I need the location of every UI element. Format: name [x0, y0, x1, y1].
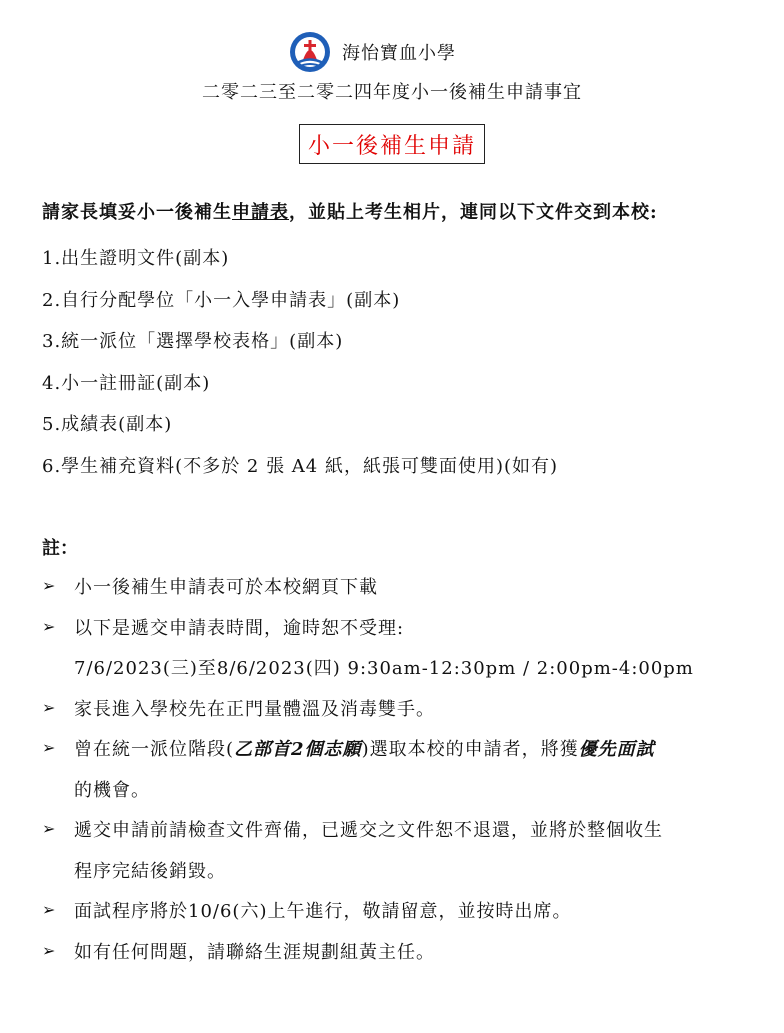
note-text: 面試程序將於10/6(六)上午進行，敬請留意，並按時出席。 [74, 901, 572, 922]
note-item [42, 617, 752, 698]
page-title: 小一後補生申請 [299, 124, 485, 164]
document-item: 1.出生證明文件(副本) [42, 248, 230, 269]
note-item [42, 698, 752, 739]
note-item [42, 819, 752, 900]
intro-text-2: ，並貼上考生相片，連同以下文件交到本校: [289, 202, 658, 223]
note-text: 以下是遞交申請表時間，逾時恕不受理: [74, 617, 405, 639]
note-text: 遞交申請前請檢查文件齊備，已遞交之文件恕不退還，並將於整個收生 [74, 820, 663, 841]
intro-underlined-form: 申請表 [232, 202, 289, 223]
note-text: 的機會。 [74, 779, 150, 801]
note-text [74, 738, 752, 779]
document-item: 4.小一註冊証(副本) [42, 372, 211, 394]
document-item: 3.統一派位「選擇學校表格」(副本) [42, 331, 344, 352]
arrow-bullet-icon: ➢ [42, 738, 57, 757]
intro-text-1: 請家長填妥小一後補生 [42, 202, 232, 223]
note-text: 如有任何問題，請聯絡生涯規劃組黃主任。 [74, 941, 435, 963]
required-documents-list [42, 244, 558, 493]
document-item: 5.成績表(副本) [42, 414, 173, 435]
school-logo-icon [288, 30, 332, 74]
document-item: 6.學生補充資料(不多於 2 張 A4 紙，紙張可雙面使用)(如有) [42, 455, 559, 477]
note-item [42, 900, 752, 941]
arrow-bullet-icon: ➢ [42, 900, 57, 919]
note-text-part: )選取本校的申請者，將獲 [361, 739, 579, 760]
submission-time-text: 7/6/2023(三)至8/6/2023(四) 9:30am-12:30pm / 2:00pm-4:00pm [74, 658, 694, 679]
letter-header [0, 30, 784, 104]
note-text: 程序完結後銷毀。 [74, 860, 226, 882]
notes-heading: 註： [42, 538, 78, 559]
note-text: 家長進入學校先在正門量體溫及消毒雙手。 [74, 698, 435, 720]
note-text-part: 曾在統一派位階段( [74, 739, 235, 760]
note-item [42, 738, 752, 819]
note-item [42, 576, 752, 617]
notes-list [42, 576, 752, 981]
school-name: 海怡寶血小學 [342, 43, 456, 64]
intro-instruction [42, 198, 658, 224]
note-item [42, 941, 752, 982]
school-header-row [0, 30, 784, 74]
emphasis-text: 優先面試 [578, 739, 655, 760]
note-text: 小一後補生申請表可於本校網頁下載 [74, 577, 378, 598]
arrow-bullet-icon: ➢ [42, 697, 57, 717]
letter-subtitle: 二零二三至二零二四年度小一後補生申請事宜 [202, 82, 582, 103]
document-item: 2.自行分配學位「小一入學申請表」(副本) [42, 289, 401, 311]
arrow-bullet-icon: ➢ [42, 819, 57, 838]
title-container [0, 124, 784, 164]
arrow-bullet-icon: ➢ [42, 940, 57, 960]
emphasis-text: 乙部首2個志願 [234, 739, 362, 760]
arrow-bullet-icon: ➢ [42, 576, 57, 595]
arrow-bullet-icon: ➢ [42, 616, 57, 636]
